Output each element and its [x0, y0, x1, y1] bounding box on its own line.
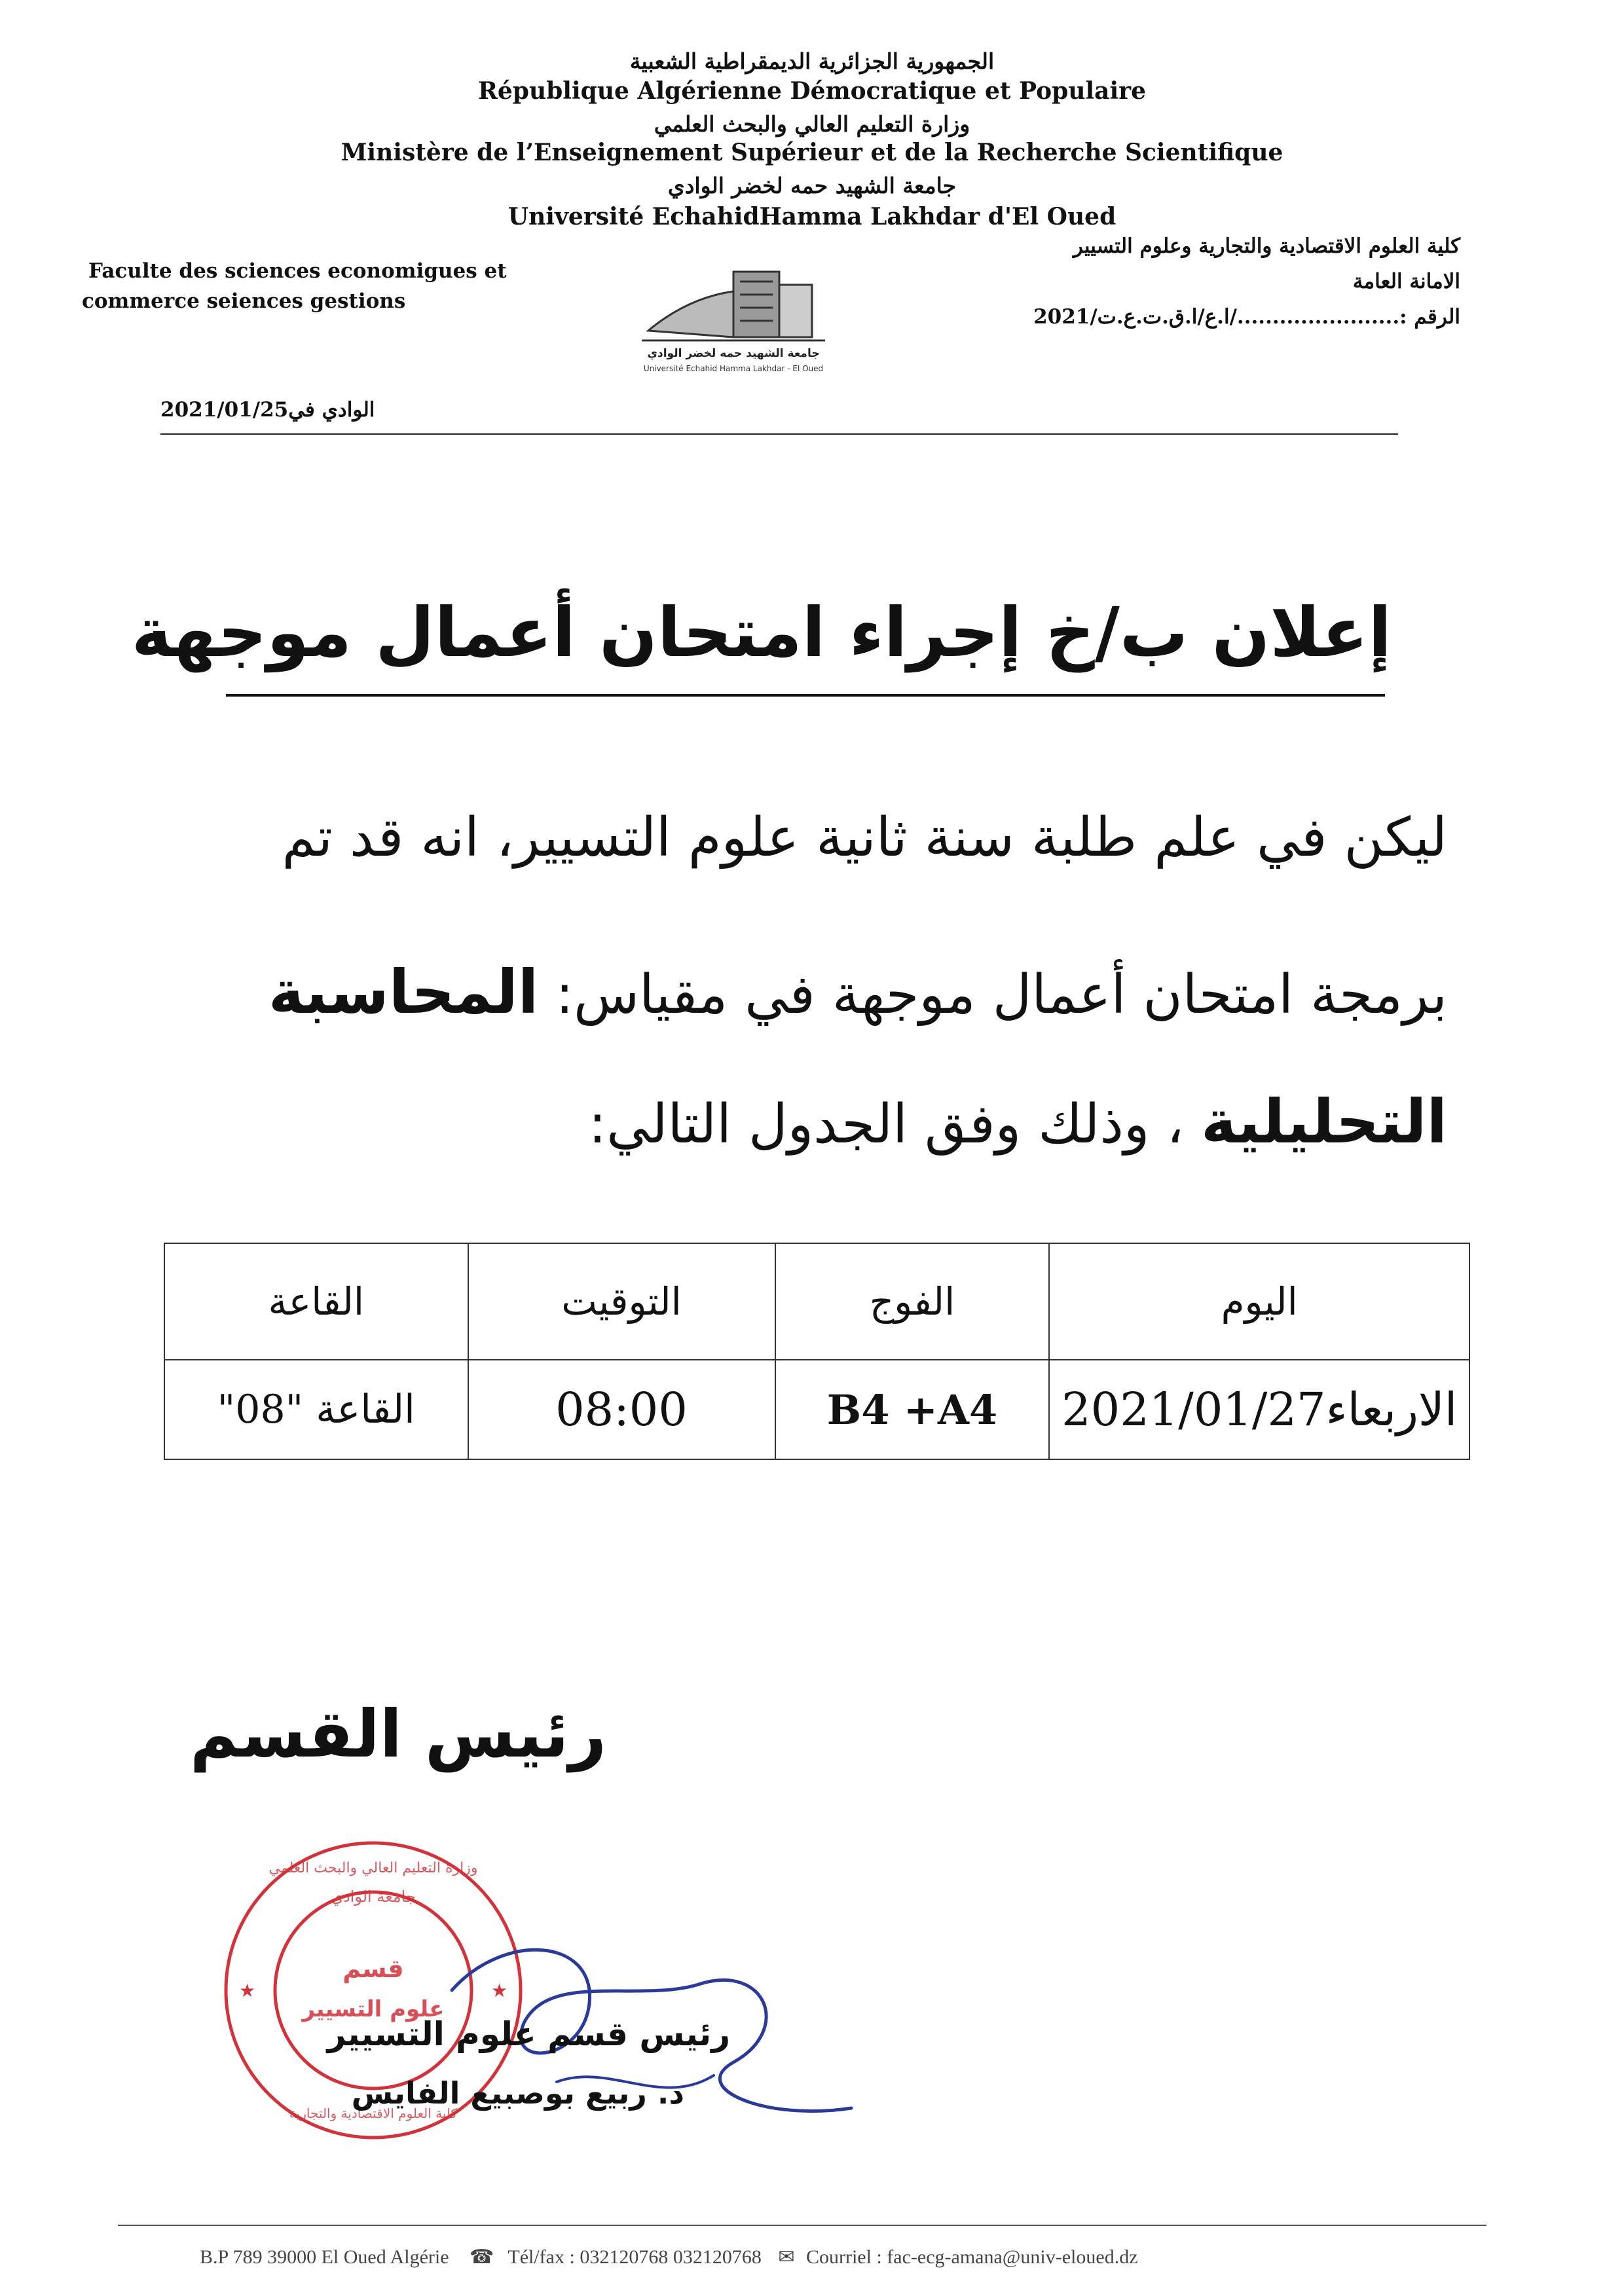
- republic-fr: République Algérienne Démocratique et Populaire: [477, 77, 1147, 105]
- date-line: الوادي في2021/01/25: [160, 398, 375, 422]
- subject-word-2: التحليلية: [1201, 1087, 1447, 1157]
- faculty-ar: كلية العلوم الاقتصادية والتجارية وعلوم التسيير: [1073, 234, 1460, 258]
- svg-text:علوم التسيير: علوم التسيير: [302, 1996, 445, 2022]
- svg-text:وزارة التعليم العالي والبحث ال: وزارة التعليم العالي والبحث العلمي: [268, 1860, 478, 1876]
- signer-name: د. ربيع بوصبيع الفايس: [351, 2075, 684, 2111]
- header-divider: [160, 433, 1398, 435]
- body-line-2-text: برمجة امتحان أعمال موجهة في مقياس:: [538, 964, 1447, 1026]
- svg-text:★: ★: [239, 1980, 256, 2001]
- cell-room: القاعة "08": [164, 1360, 468, 1459]
- republic-ar: الجمهورية الجزائرية الديمقراطية الشعبية: [629, 48, 995, 74]
- ministry-ar: وزارة التعليم العالي والبحث العلمي: [654, 111, 970, 137]
- university-ar: جامعة الشهيد حمه لخضر الوادي: [667, 173, 957, 198]
- footer-address: B.P 789 39000 El Oued Algérie: [200, 2246, 449, 2268]
- reference-number: الرقم :......................./ا.ع/ا.ق.ت.ع.ت/2021: [1033, 305, 1460, 329]
- footer-phone: Tél/fax : 032120768 032120768: [507, 2246, 762, 2268]
- body-line-2: [268, 957, 1447, 1027]
- announcement-title: إعلان ب/خ إجراء امتحان أعمال موجهة: [131, 592, 1392, 672]
- body-line-1: ليكن في علم طلبة سنة ثانية علوم التسيير، انه قد تم: [282, 807, 1447, 869]
- logo-caption-ar: جامعة الشهيد حمه لخضر الوادي: [647, 347, 820, 360]
- ministry-fr: Ministère de l’Enseignement Supérieur et de la Recherche Scientifique: [341, 139, 1283, 166]
- table-header-row: [164, 1243, 1469, 1360]
- header-day: اليوم: [1049, 1243, 1469, 1360]
- svg-text:جامعة الوادي: جامعة الوادي: [331, 1887, 416, 1906]
- svg-text:قسم: قسم: [342, 1954, 404, 1983]
- faculty-fr-line2: commerce seiences gestions: [82, 289, 406, 313]
- header-room: القاعة: [164, 1243, 468, 1360]
- footer-contact: [200, 2246, 1138, 2269]
- cell-time: 08:00: [468, 1360, 775, 1459]
- schedule-table: [164, 1243, 1470, 1460]
- svg-text:★: ★: [491, 1980, 508, 2001]
- header-group: الفوج: [775, 1243, 1050, 1360]
- university-logo: [635, 259, 838, 379]
- logo-caption-fr: Université Echahid Hamma Lakhdar - El Oued: [643, 364, 824, 373]
- footer-email: Courriel : fac-ecg-amana@univ-eloued.dz: [805, 2246, 1138, 2268]
- university-fr: Université EchahidHamma Lakhdar d'El Oued: [507, 203, 1116, 230]
- cell-group: B4 +A4: [775, 1360, 1050, 1459]
- body-line-3-text: ، وذلك وفق الجدول التالي:: [588, 1093, 1202, 1156]
- svg-text:كلية العلوم الاقتصادية والتجار: كلية العلوم الاقتصادية والتجارية: [289, 2105, 458, 2121]
- faculty-fr-line1: Faculte des sciences economigues et: [88, 259, 507, 283]
- header-time: التوقيت: [468, 1243, 775, 1360]
- mail-icon: ✉: [778, 2246, 795, 2268]
- footer-divider: [118, 2225, 1486, 2226]
- body-line-3: [588, 1087, 1447, 1157]
- title-underline: [226, 694, 1385, 697]
- department-head-title: رئيس القسم: [190, 1696, 607, 1772]
- phone-icon: ☎: [470, 2246, 494, 2268]
- signer-title: رئيس قسم علوم التسيير: [327, 2015, 730, 2053]
- secretariat-ar: الامانة العامة: [1352, 270, 1460, 293]
- table-row: [164, 1360, 1469, 1459]
- subject-word-1: المحاسبة: [268, 957, 539, 1027]
- cell-day: الاربعاء2021/01/27: [1049, 1360, 1469, 1459]
